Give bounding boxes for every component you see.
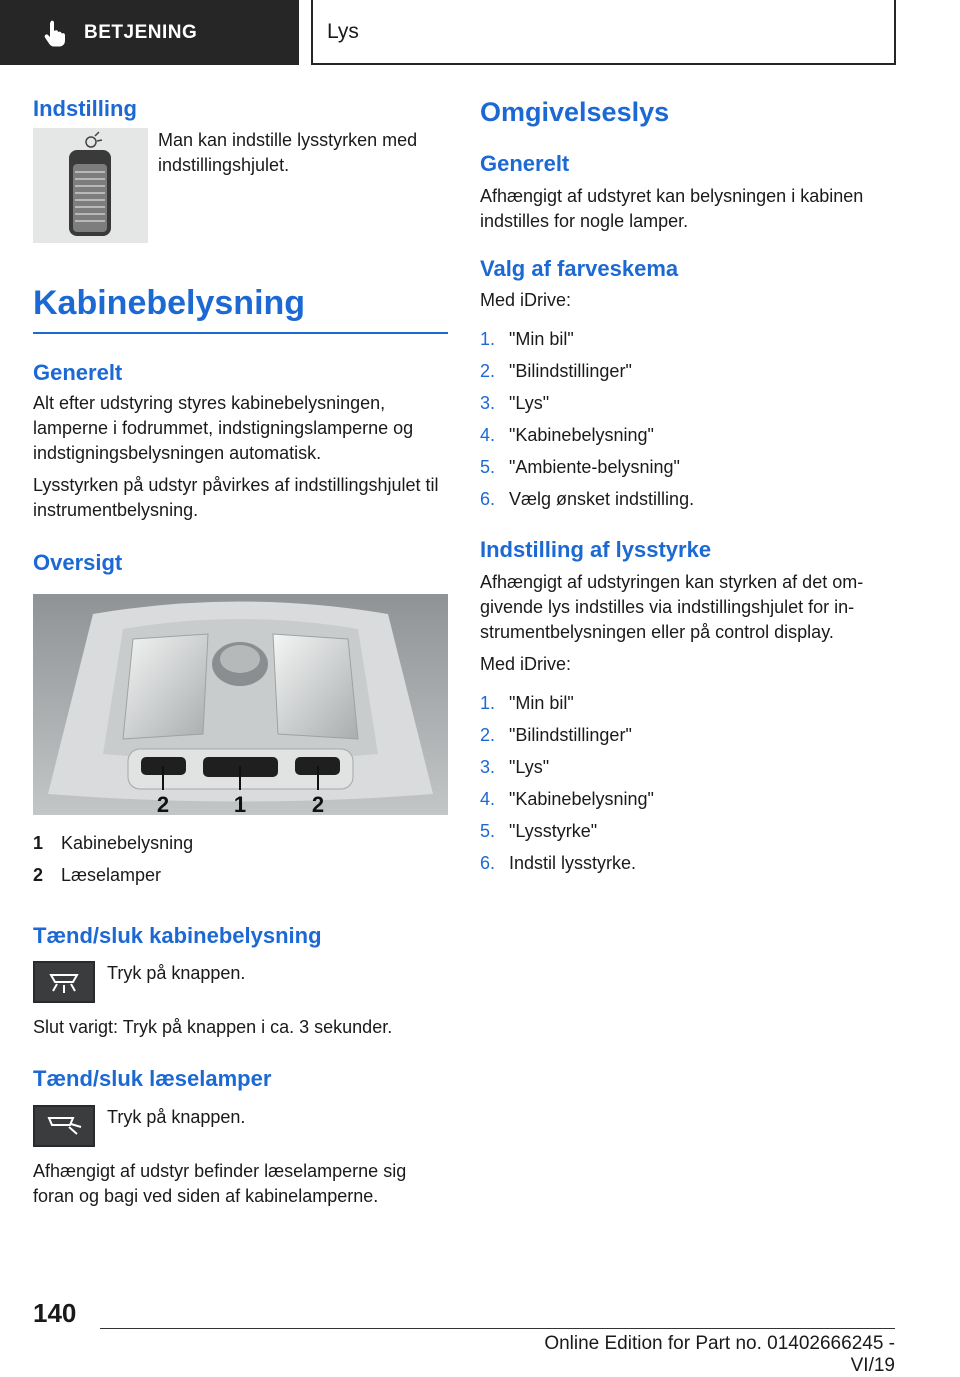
step-number: 6.	[480, 489, 496, 510]
list-item	[480, 323, 895, 355]
section-tab	[0, 0, 299, 65]
step-number: 2.	[480, 724, 496, 745]
list-item	[480, 483, 895, 515]
step-text: "Min bil"	[509, 692, 574, 713]
step-number: 1.	[480, 692, 496, 713]
lysstyrke-text: Afhængigt af udstyringen kan styrken af det om-givende lys indstilles via indstillingshjulet for in-strumentbelysningen eller på control display.	[480, 571, 864, 642]
step-text: "Kabinebelysning"	[509, 425, 654, 446]
farveskema-intro: Med iDrive:	[480, 290, 572, 311]
overhead-console-image	[33, 594, 448, 815]
tand-laese-block	[33, 1105, 448, 1147]
step-number: 3.	[480, 756, 496, 777]
left-column	[33, 96, 448, 1209]
chapter-label: Lys	[327, 19, 359, 43]
step-number: 4.	[480, 788, 496, 809]
tand-kabine-heading: Tænd/sluk kabinebelysning	[33, 922, 322, 948]
list-item	[480, 783, 895, 815]
list-item	[480, 419, 895, 451]
step-number: 1.	[480, 329, 496, 350]
step-text: Vælg ønsket indstilling.	[509, 489, 695, 510]
cabin-light-button-icon	[33, 961, 95, 1003]
list-item	[480, 387, 895, 419]
list-item	[480, 355, 895, 387]
reading-light-button-icon	[33, 1105, 95, 1147]
list-item	[480, 751, 895, 783]
omgivelseslys-title: Omgivelseslys	[480, 97, 670, 127]
farveskema-heading: Valg af farveskema	[480, 255, 679, 281]
legend-item	[33, 859, 448, 891]
lysstyrke-intro: Med iDrive:	[480, 653, 572, 674]
oversigt-heading: Oversigt	[33, 549, 123, 575]
omg-generelt-text: Afhængigt af udstyret kan belysningen i kabinen indstilles for nogle lamper.	[480, 185, 864, 231]
callout-2-right: 2	[311, 791, 325, 817]
step-text: "Bilindstillinger"	[509, 724, 632, 745]
step-text: "Min bil"	[509, 329, 574, 350]
tand-kabine-block	[33, 961, 448, 1003]
list-item	[480, 719, 895, 751]
list-item	[480, 451, 895, 483]
right-column	[480, 96, 895, 879]
kabinebelysning-title: Kabinebelysning	[33, 283, 448, 334]
lysstyrke-heading: Indstilling af lysstyrke	[480, 537, 712, 563]
legend-text: Læselamper	[61, 864, 162, 885]
footer-divider	[100, 1328, 895, 1329]
step-text: "Kabinebelysning"	[509, 788, 654, 809]
step-number: 5.	[480, 820, 496, 841]
step-text: "Ambiente-belysning"	[509, 457, 680, 478]
tand-kabine-paragraph: Slut varigt: Tryk på knappen i ca. 3 sekunder.	[33, 1017, 393, 1038]
step-text: "Bilindstillinger"	[509, 361, 632, 382]
step-number: 2.	[480, 361, 496, 382]
tand-laese-heading: Tænd/sluk læselamper	[33, 1066, 272, 1092]
legend-item	[33, 827, 448, 859]
hand-pointer-icon	[40, 18, 70, 48]
step-text: "Lysstyrke"	[509, 820, 598, 841]
tand-kabine-text: Tryk på knappen.	[107, 963, 246, 984]
list-item	[480, 847, 895, 879]
indstilling-block	[33, 128, 448, 243]
callout-2-left: 2	[156, 791, 170, 817]
photo-legend	[33, 827, 448, 891]
step-number: 4.	[480, 425, 496, 446]
step-text: "Lys"	[509, 756, 550, 777]
lysstyrke-steps	[480, 687, 895, 879]
legend-number: 2	[33, 864, 44, 885]
page-number: 140	[33, 1298, 77, 1328]
omg-generelt-heading: Generelt	[480, 151, 570, 177]
step-number: 5.	[480, 457, 496, 478]
tand-laese-paragraph: Afhængigt af udstyr befinder læselamperne sig foran og bagi ved siden af kabinelamperne.	[33, 1160, 407, 1206]
edition-text: Online Edition for Part no. 01402666245 - VI/19	[544, 1333, 895, 1376]
generelt-paragraph-2: Lysstyrken på udstyr påvirkes af indstillingshjulet til instrumentbelysning.	[33, 474, 439, 520]
legend-text: Kabinebelysning	[61, 832, 194, 853]
chapter-tab	[311, 0, 896, 65]
list-item	[480, 815, 895, 847]
indstilling-text: Man kan indstille lysstyrken med indstillingshjulet.	[158, 130, 418, 176]
callout-1: 1	[233, 791, 247, 817]
legend-number: 1	[33, 832, 44, 853]
generelt-paragraph-1: Alt efter udstyring styres kabinebelysningen, lamperne i fodrummet, indstigningslamperne og indstigningsbelysningen automatisk.	[33, 392, 414, 463]
thumbwheel-image	[33, 128, 148, 243]
step-number: 6.	[480, 852, 496, 873]
tand-laese-text: Tryk på knappen.	[107, 1106, 246, 1127]
farveskema-steps	[480, 323, 895, 515]
generelt-heading: Generelt	[33, 360, 123, 386]
section-label: BETJENING	[84, 21, 198, 43]
step-text: Indstil lysstyrke.	[509, 852, 637, 873]
step-text: "Lys"	[509, 393, 550, 414]
indstilling-heading: Indstilling	[33, 96, 137, 121]
list-item	[480, 687, 895, 719]
step-number: 3.	[480, 393, 496, 414]
